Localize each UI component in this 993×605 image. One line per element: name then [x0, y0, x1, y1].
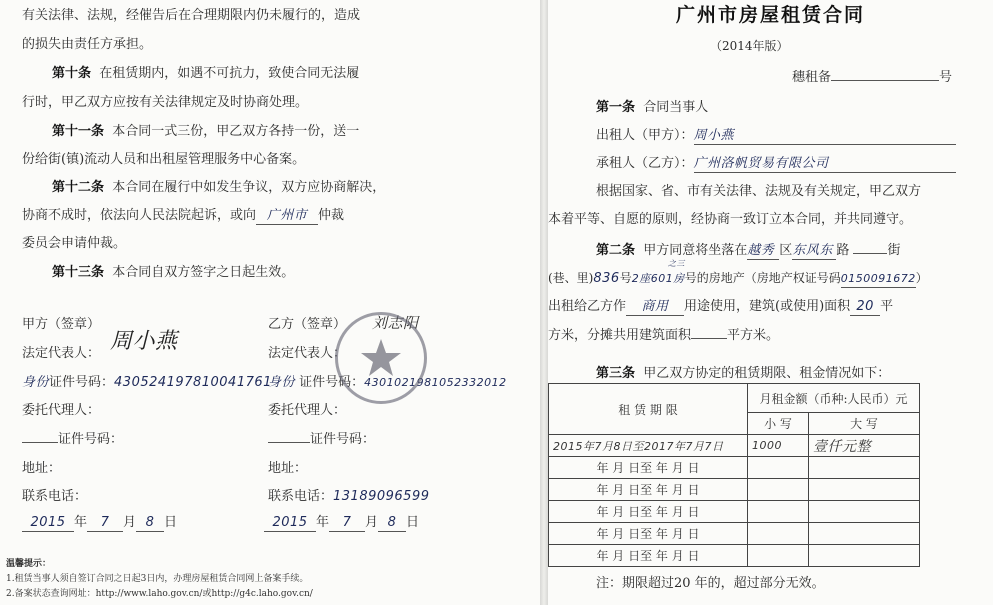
cert-number-hand: 0150091672	[841, 271, 916, 288]
para-2: 本着平等、自愿的原则，经协商一致订立本合同，并共同遵守。	[548, 212, 913, 227]
tips-title: 温馨提示：	[6, 559, 52, 569]
article-1-text: 合同当事人	[643, 100, 709, 115]
lessor-row	[596, 128, 956, 145]
agent-id-a-row	[22, 432, 123, 448]
row1-big: 壹仟元整	[809, 435, 920, 457]
tips-item-2: 2.备案状态查询网址：http://www.laho.gov.cn/或http://g4c.laho.gov.cn/	[6, 589, 313, 599]
table-row	[549, 501, 920, 523]
party-a-label: 甲方（签章）	[22, 317, 101, 332]
area-hand: 20	[850, 299, 880, 316]
article-12-line3: 委员会申请仲裁。	[22, 236, 127, 251]
agent-id-b-row	[268, 432, 375, 448]
article-2-t12: 方米，分摊共用建筑面积	[548, 328, 692, 343]
article-2-t8: ）	[915, 271, 928, 285]
phone-b-value: 13189096599	[333, 489, 430, 504]
article-2-line3	[548, 299, 893, 316]
article-3-label: 第三条	[596, 366, 636, 381]
header-period: 租 赁 期 限	[549, 384, 748, 435]
use-hand: 商用	[626, 299, 684, 316]
header-rent: 月租金额（币种:人民币）元	[748, 384, 920, 413]
agent-id-b-label: 证件号码：	[310, 432, 376, 447]
article-13-text: 本合同自双方签字之日起生效。	[112, 265, 295, 280]
article-12-line1	[52, 180, 385, 196]
article-12-text-a: 协商不成时，依法向人民法院起诉，或向	[22, 208, 257, 223]
id-b-value: 4301021981052332012	[364, 376, 507, 389]
date-a-month-label: 月	[123, 515, 137, 530]
period-cell: 年 月 日至 年 月 日	[549, 457, 748, 479]
article-11-label: 第十一条	[52, 124, 105, 139]
legal-rep-b-label: 法定代表人：	[268, 346, 347, 361]
date-a-year-hand: 2015	[22, 515, 74, 532]
date-b-row	[264, 515, 419, 532]
date-b-day-label: 日	[406, 515, 420, 530]
article-2-t3: 路	[836, 243, 850, 258]
phone-b-row	[268, 489, 430, 505]
lessor-label: 出租人（甲方）：	[596, 128, 694, 143]
date-b-year-hand: 2015	[264, 515, 316, 532]
contract-edition: （2014年版）	[710, 39, 789, 53]
date-b-month-hand: 7	[329, 515, 365, 532]
registration-label: 穗租备	[792, 70, 832, 85]
blank-line	[22, 442, 58, 443]
period-cell: 年 月 日至 年 月 日	[549, 545, 748, 567]
big-cell	[809, 479, 920, 501]
row1-small: 1000	[748, 435, 809, 457]
article-2-t11: 平	[880, 299, 894, 314]
big-cell	[809, 523, 920, 545]
contract-title: 广州市房屋租赁合同	[676, 4, 866, 26]
party-b-label: 乙方（签章）	[268, 317, 347, 332]
article-2-t4: 街	[887, 243, 901, 258]
text-line: 的损失由责任方承担。	[22, 37, 153, 52]
small-cell	[748, 545, 809, 567]
agent-a-label: 委托代理人：	[22, 403, 101, 418]
date-b-year-label: 年	[316, 515, 330, 530]
small-cell	[748, 523, 809, 545]
article-3-line	[596, 366, 890, 382]
table-header-row	[549, 384, 920, 413]
registration-suffix: 号	[939, 70, 953, 85]
shared-area-blank	[691, 338, 727, 339]
table-row	[549, 545, 920, 567]
article-11-text: 本合同一式三份，甲乙双方各持一份，送一	[112, 124, 360, 139]
header-big: 大 写	[809, 413, 920, 435]
id-b-prefix: 身份	[268, 375, 296, 390]
page-seam	[540, 0, 548, 605]
article-2-t9: 出租给乙方作	[548, 299, 627, 314]
article-2-t6: 号	[619, 271, 632, 285]
lessee-label: 承租人（乙方）：	[596, 156, 694, 171]
registration-row	[792, 70, 952, 86]
lessee-name-hand: 广州洛帆贸易有限公司	[694, 156, 956, 173]
article-12-label: 第十二条	[52, 180, 105, 195]
phone-a-label: 联系电话：	[22, 489, 88, 504]
date-a-row	[22, 515, 177, 532]
article-1-label: 第一条	[596, 100, 636, 115]
registration-blank	[831, 80, 939, 81]
street-blank	[853, 253, 887, 254]
small-cell	[748, 501, 809, 523]
company-seal	[335, 312, 427, 404]
date-a-day-hand: 8	[136, 515, 164, 532]
article-2-line4	[548, 328, 779, 344]
article-12-text-b: 仲裁	[318, 208, 345, 223]
small-cell	[748, 457, 809, 479]
small-cell	[748, 479, 809, 501]
big-cell	[809, 501, 920, 523]
period-cell: 年 月 日至 年 月 日	[549, 523, 748, 545]
id-a-value: 430524197810041761	[114, 375, 272, 390]
big-cell	[809, 545, 920, 567]
period-cell: 年 月 日至 年 月 日	[549, 479, 748, 501]
address-b-label: 地址：	[268, 461, 308, 476]
period-cell: 年 月 日至 年 月 日	[549, 501, 748, 523]
id-b-label: 证件号码：	[299, 375, 365, 390]
header-small: 小 写	[748, 413, 809, 435]
right-page	[548, 0, 993, 605]
article-10-line1	[52, 66, 359, 82]
article-12-text: 本合同在履行中如发生争议，双方应协商解决，	[112, 180, 386, 195]
article-11-line2: 份给街(镇)流动人员和出租屋管理服务中心备案。	[22, 152, 306, 167]
agent-id-a-label: 证件号码：	[58, 432, 124, 447]
date-b-month-label: 月	[365, 515, 379, 530]
article-2-line1	[596, 243, 900, 260]
term-note: 注：期限超过20 年的，超过部分无效。	[596, 576, 825, 591]
tips-item-1: 1.租赁当事人须自签订合同之日起3日内，办理房屋租赁合同网上备案手续。	[6, 574, 309, 584]
article-2-line2	[548, 270, 928, 288]
road-hand: 东风东	[792, 243, 836, 260]
rent-table	[548, 383, 920, 567]
article-2-t10: 用途使用，建筑(或使用)面积	[684, 299, 851, 314]
article-10-label: 第十条	[52, 66, 92, 81]
big-cell	[809, 457, 920, 479]
article-1-line	[596, 100, 708, 116]
article-2-t7: 号的房地产（房地产权证号码	[684, 271, 841, 285]
table-row	[549, 523, 920, 545]
address-a-label: 地址：	[22, 461, 62, 476]
arbitration-city-handwritten: 广州市	[256, 208, 318, 225]
article-13-label: 第十三条	[52, 265, 105, 280]
number-hand: 836	[593, 271, 620, 286]
article-13-line	[52, 265, 294, 281]
text-line: 有关法律、法规，经催告后在合理期限内仍未履行的，造成	[22, 8, 361, 23]
table-row	[549, 457, 920, 479]
date-a-year-label: 年	[74, 515, 88, 530]
lessor-name-hand: 周小燕	[694, 128, 956, 145]
party-b-signature: 刘志阳	[372, 314, 419, 332]
agent-b-label: 委托代理人：	[268, 403, 347, 418]
article-12-line2	[22, 208, 344, 225]
article-10-text: 在租赁期内，如遇不可抗力，致使合同无法履	[99, 66, 360, 81]
lessee-row	[596, 156, 956, 173]
room-note-hand: 之三	[668, 259, 685, 268]
date-b-day-hand: 8	[378, 515, 406, 532]
article-2-t13: 平方米。	[727, 328, 780, 343]
table-row	[549, 479, 920, 501]
room-hand: 2座601房	[631, 272, 685, 285]
article-2-t1: 甲方同意将坐落在	[643, 243, 748, 258]
article-11-line1	[52, 124, 359, 140]
date-a-day-label: 日	[164, 515, 178, 530]
article-3-text: 甲乙双方协定的租赁期限、租金情况如下：	[643, 366, 891, 381]
table-row	[549, 435, 920, 457]
article-2-t5: (巷、里)	[548, 271, 594, 285]
blank-line	[268, 442, 310, 443]
id-a-label: 证件号码：	[49, 375, 115, 390]
district-hand: 越秀	[747, 243, 779, 260]
phone-b-label: 联系电话：	[268, 489, 334, 504]
para-1: 根据国家、省、市有关法律、法规及有关规定，甲乙双方	[596, 184, 922, 199]
seal-star-icon	[338, 315, 424, 401]
date-a-month-hand: 7	[87, 515, 123, 532]
id-a-prefix: 身份	[22, 375, 50, 390]
party-a-signature: 周小燕	[110, 329, 178, 354]
row1-period: 2015年7月8日至2017年7月7日	[549, 435, 748, 457]
id-a-row	[22, 375, 272, 391]
article-2-label: 第二条	[596, 243, 636, 258]
legal-rep-a-label: 法定代表人：	[22, 346, 101, 361]
article-2-t2: 区	[779, 243, 793, 258]
article-10-line2: 行时，甲乙双方应按有关法律规定及时协商处理。	[22, 95, 309, 110]
